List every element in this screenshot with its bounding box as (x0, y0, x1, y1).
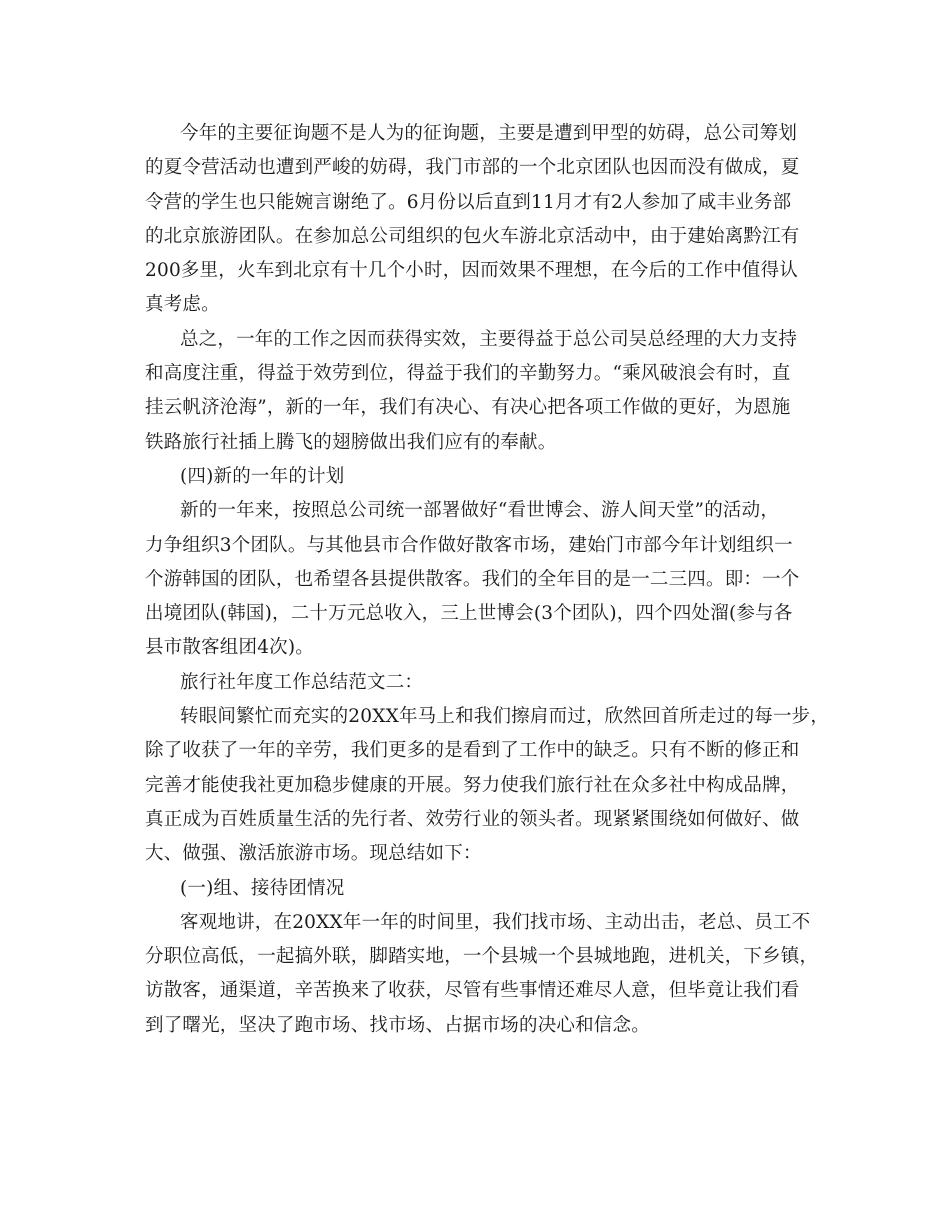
text-line: 县市散客组团4次)。 (145, 637, 314, 659)
text-line: 大、做强、激活旅游市场。现总结如下： (145, 843, 482, 865)
text-line: 个游韩国的团队，也希望各县提供散客。我们的全年目的是一二三四。即：一个 (145, 568, 800, 590)
text-line: (一)组、接待团情况 (180, 877, 345, 899)
text-line: 200多里，火车到北京有十几个小时，因而效果不理想，在今后的工作中值得认 (145, 260, 799, 282)
text-line: 力争组织3个团队。与其他县市合作做好散客市场，建始门市部今年计划组织一 (145, 534, 793, 556)
text-line: 令营的学生也只能婉言谢绝了。6月份以后直到11月才有2人参加了咸丰业务部 (145, 191, 792, 213)
text-line: 出境团队(韩国)，二十万元总收入，三上世博会(3个团队)，四个四处溜(参与各 (145, 603, 793, 625)
text-line: 除了收获了一年的辛劳，我们更多的是看到了工作中的缺乏。只有不断的修正和 (145, 740, 800, 762)
text-line: 客观地讲，在20XX年一年的时间里，我们找市场、主动出击，老总、员工不 (180, 911, 811, 933)
text-line: 的夏令营活动也遭到严峻的妨碍，我门市部的一个北京团队也因而没有做成，夏 (145, 157, 800, 179)
text-line: 挂云帆济沧海”，新的一年，我们有决心、有决心把各项工作做的更好，为恩施 (145, 397, 791, 419)
text-line: 的北京旅游团队。在参加总公司组织的包火车游北京活动中，由于建始离黔江有 (145, 225, 800, 247)
text-line: 和高度注重，得益于效劳到位，得益于我们的辛勤努力。“乘风破浪会有时，直 (145, 363, 791, 385)
text-line: 铁路旅行社插上腾飞的翅膀做出我们应有的奉献。 (145, 431, 557, 453)
text-line: 真正成为百姓质量生活的先行者、效劳行业的领头者。现紧紧围绕如何做好、做 (145, 808, 800, 830)
text-line: 完善才能使我社更加稳步健康的开展。努力使我们旅行社在众多社中构成品牌， (145, 774, 800, 796)
text-line: 转眼间繁忙而充实的20XX年马上和我们擦肩而过，欣然回首所走过的每一步， (180, 706, 830, 728)
text-line: 访散客，通渠道，辛苦换来了收获，尽管有些事情还难尽人意，但毕竟让我们看 (145, 980, 800, 1002)
text-line: 今年的主要征询题不是人为的征询题，主要是遭到甲型的妨碍，总公司筹划 (180, 123, 798, 144)
text-line: 到了曙光，坚决了跑市场、找市场、占据市场的决心和信念。 (145, 1014, 650, 1036)
text-line: 旅行社年度工作总结范文二： (180, 671, 424, 693)
text-line: 新的一年来，按照总公司统一部署做好“看世博会、游人间天堂”的活动， (180, 500, 780, 522)
document-body (145, 117, 830, 1043)
text-line: 真考虑。 (145, 294, 220, 316)
text-line: 分职位高低，一起搞外联，脚踏实地，一个县城一个县城地跑，进机关，下乡镇， (145, 946, 819, 968)
text-line: (四)新的一年的计划 (180, 465, 345, 487)
text-line: 总之，一年的工作之因而获得实效，主要得益于总公司吴总经理的大力支持 (180, 328, 798, 350)
